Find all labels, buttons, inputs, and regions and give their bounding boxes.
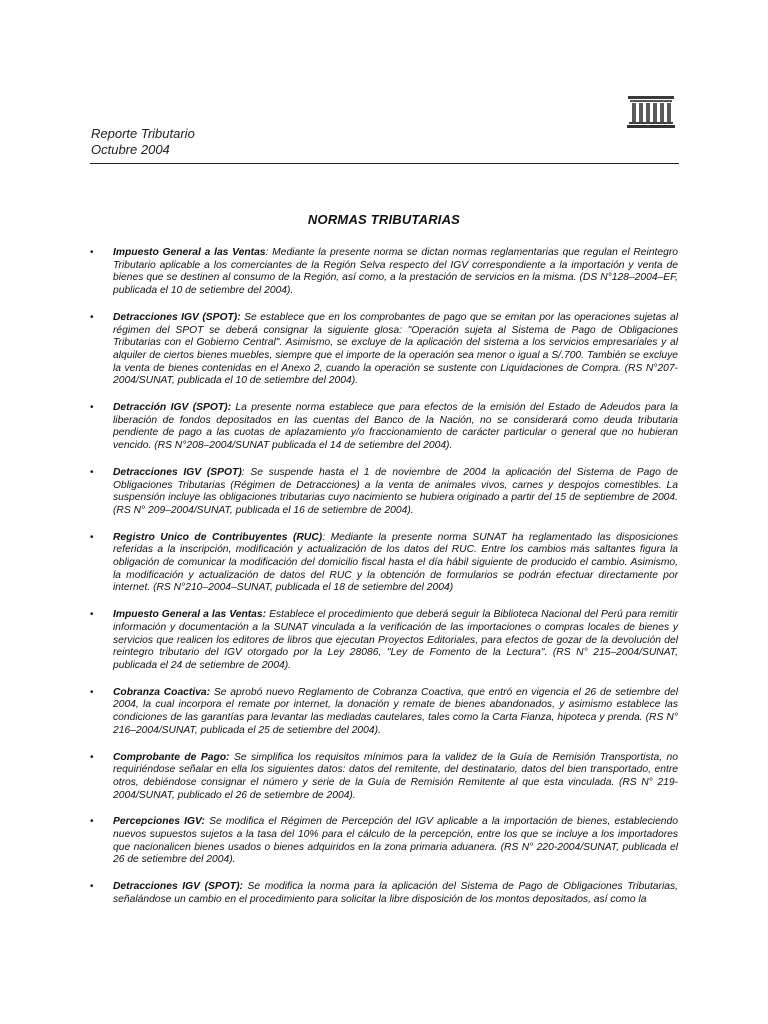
norm-term: Comprobante de Pago: <box>113 751 230 763</box>
bullet-icon: • <box>90 466 94 478</box>
list-item <box>90 687 678 738</box>
list-item <box>90 467 678 518</box>
norm-text: Se establece que en los comprobantes de pago que se emitan por las operaciones sujetas al régimen del SPOT se deberá consignar la siguiente glosa: "Operación sujeta al Sistema de Pago de Obligaciones Tributarias con el Gobierno Central". Asimismo, se excluye de la aplicación del sistema a los servicios empresariales y al alquiler de ciertos bienes muebles, siempre que el importe de la operación sea menor o igual a S/.700. También se excluye la venta de bienes contenidas en el Anexo 2, cuando la operación se sustente con Liquidaciones de Compra. (RS N°207-2004/SUNAT, publicada el 10 de setiembre del 2004). <box>113 311 678 387</box>
norm-text: Se modifica el Régimen de Percepción del IGV aplicable a la importación de bienes, estableciendo nuevos supuestos sujetos a la tasa del 10% para el cálculo de la percepción, entre los que se incluye a los importadores que nacionalicen bienes usados o bienes adquiridos en la zona primaria aduanera. (RS N° 220-2004/SUNAT, publicada el 26 de setiembre del 2004). <box>113 816 678 866</box>
list-item <box>90 532 678 596</box>
bullet-icon: • <box>90 609 94 621</box>
list-item <box>90 312 678 388</box>
bullet-icon: • <box>90 311 94 323</box>
norm-text: : Mediante la presente norma se dictan normas reglamentarias que regulan el Reintegro Tributario aplicable a los comerciantes de la Región Selva respecto del IGV correspondiente a la importación y venta de bienes que se destinen al consumo de la Región, así como, a la prestación de servicios en la misma. (DS N°128–2004–EF, publicada el 10 de setiembre del 2004). <box>113 247 679 297</box>
report-name: Reporte Tributario <box>91 126 195 141</box>
bullet-icon: • <box>90 531 94 543</box>
norm-text: : Se suspende hasta el 1 de noviembre de 2004 la aplicación del Sistema de Pago de Obligaciones Tributarias (Régimen de Detracciones) a la venta de animales vivos, carnes y despojos comestibles. La suspensión incluye las obligaciones tributarias cuyo nacimiento se hubiera originado a partir del 15 de septiembre de 2004. (RS N° 209–2004/SUNAT, publicada el 16 de setiembre de 2004). <box>113 466 679 516</box>
norm-text: : Mediante la presente norma SUNAT ha reglamentado las disposiciones referidas a la inscripción, modificación y actualización de los datos del RUC. Entre los cambios más saltantes figura la obligación de comunicar la modificación del domicilio fiscal hasta el día hábil siguiente de producido el cambio. Asimismo, la modificación y actualización de datos del RUC y la obtención de formularios se podrán efectuar directamente por internet. (RS N°210–2004–SUNAT, publicada el 18 de setiembre del 2004) <box>113 531 679 594</box>
norm-term: Cobranza Coactiva: <box>113 686 211 698</box>
norm-text: Se modifica la norma para la aplicación del Sistema de Pago de Obligaciones Tributarias, señalándose un cambio en el procedimiento para solicitar la libre disposición de los montos depositados, así como la <box>113 881 678 905</box>
norm-term: Detracciones IGV (SPOT) <box>113 466 242 478</box>
norm-text: Se simplifica los requisitos mínimos para la validez de la Guía de Remisión Transportista, no requiriéndose señalar en ella los siguientes datos: datos del remitente, del destinatario, datos del bien transportado, entre otros, debiéndose consignar el número y serie de la Guía de Remisión Remitente al que esta vinculada. (RS N° 219-2004/SUNAT, publicado el 26 de setiembre de 2004). <box>113 751 678 801</box>
norm-term: Percepciones IGV: <box>113 816 205 828</box>
norm-text: Se aprobó nuevo Reglamento de Cobranza Coactiva, que entró en vigencia el 26 de setiembre del 2004, la cual incorpora el remate por internet, la donación y remate de bienes abandonados, y asimismo establece las condiciones de las garantías para levantar las mediadas cautelares, tales como la Carta Fianza, hipoteca y prenda. (RS N° 216–2004/SUNAT, publicada el 25 de setiembre del 2004). <box>113 686 678 736</box>
norm-term: Impuesto General a las Ventas: <box>113 609 267 621</box>
report-period: Octubre 2004 <box>91 142 170 157</box>
norm-text: Establece el procedimiento que deberá seguir la Biblioteca Nacional del Perú para remitir información y documentación a la SUNAT vinculada a la verificación de las importaciones o compras locales de bienes y servicios que realicen los editores de libros que ejecutan Proyectos Editoriales, para efectos de gozar de la devolución del reintegro tributario del IGV otorgado por la Ley 28086, "Ley de Fomento de la Lectura". (RS N° 215–2004/SUNAT, publicada el 24 de setiembre de 2004). <box>113 609 678 671</box>
norm-term: Impuesto General a las Ventas <box>113 247 266 258</box>
norm-text: La presente norma establece que para efectos de la emisión del Estado de Adeudos para la liberación de fondos depositados en las cuentas del Banco de la Nación, no se considerará como deuda tributaria pendiente de pago a las cuotas de aplazamiento y/o fraccionamiento de carácter particular o general que no hubieran vencido. (RS N°208–2004/SUNAT publicada el 14 de setiembre del 2004). <box>113 402 678 452</box>
list-item <box>90 247 678 298</box>
list-item <box>90 881 678 906</box>
norm-term: Detracciones IGV (SPOT): <box>113 311 241 323</box>
building-columns-logo-icon <box>626 95 676 129</box>
header-divider <box>90 163 679 164</box>
report-header <box>91 126 195 158</box>
bullet-icon: • <box>90 402 94 414</box>
bullet-icon: • <box>90 881 94 893</box>
bullet-icon: • <box>90 247 94 258</box>
page-title: NORMAS TRIBUTARIAS <box>307 212 461 227</box>
bullet-icon: • <box>90 686 94 698</box>
list-item <box>90 816 678 867</box>
bullet-icon: • <box>90 751 94 763</box>
norm-term: Detracciones IGV (SPOT): <box>113 881 243 893</box>
bullet-icon: • <box>90 816 94 828</box>
list-item <box>90 752 678 803</box>
norm-term: Registro Unico de Contribuyentes (RUC) <box>113 531 323 543</box>
norm-term: Detracción IGV (SPOT): <box>113 402 232 414</box>
norms-list <box>90 247 678 921</box>
list-item <box>90 609 678 673</box>
list-item <box>90 402 678 453</box>
